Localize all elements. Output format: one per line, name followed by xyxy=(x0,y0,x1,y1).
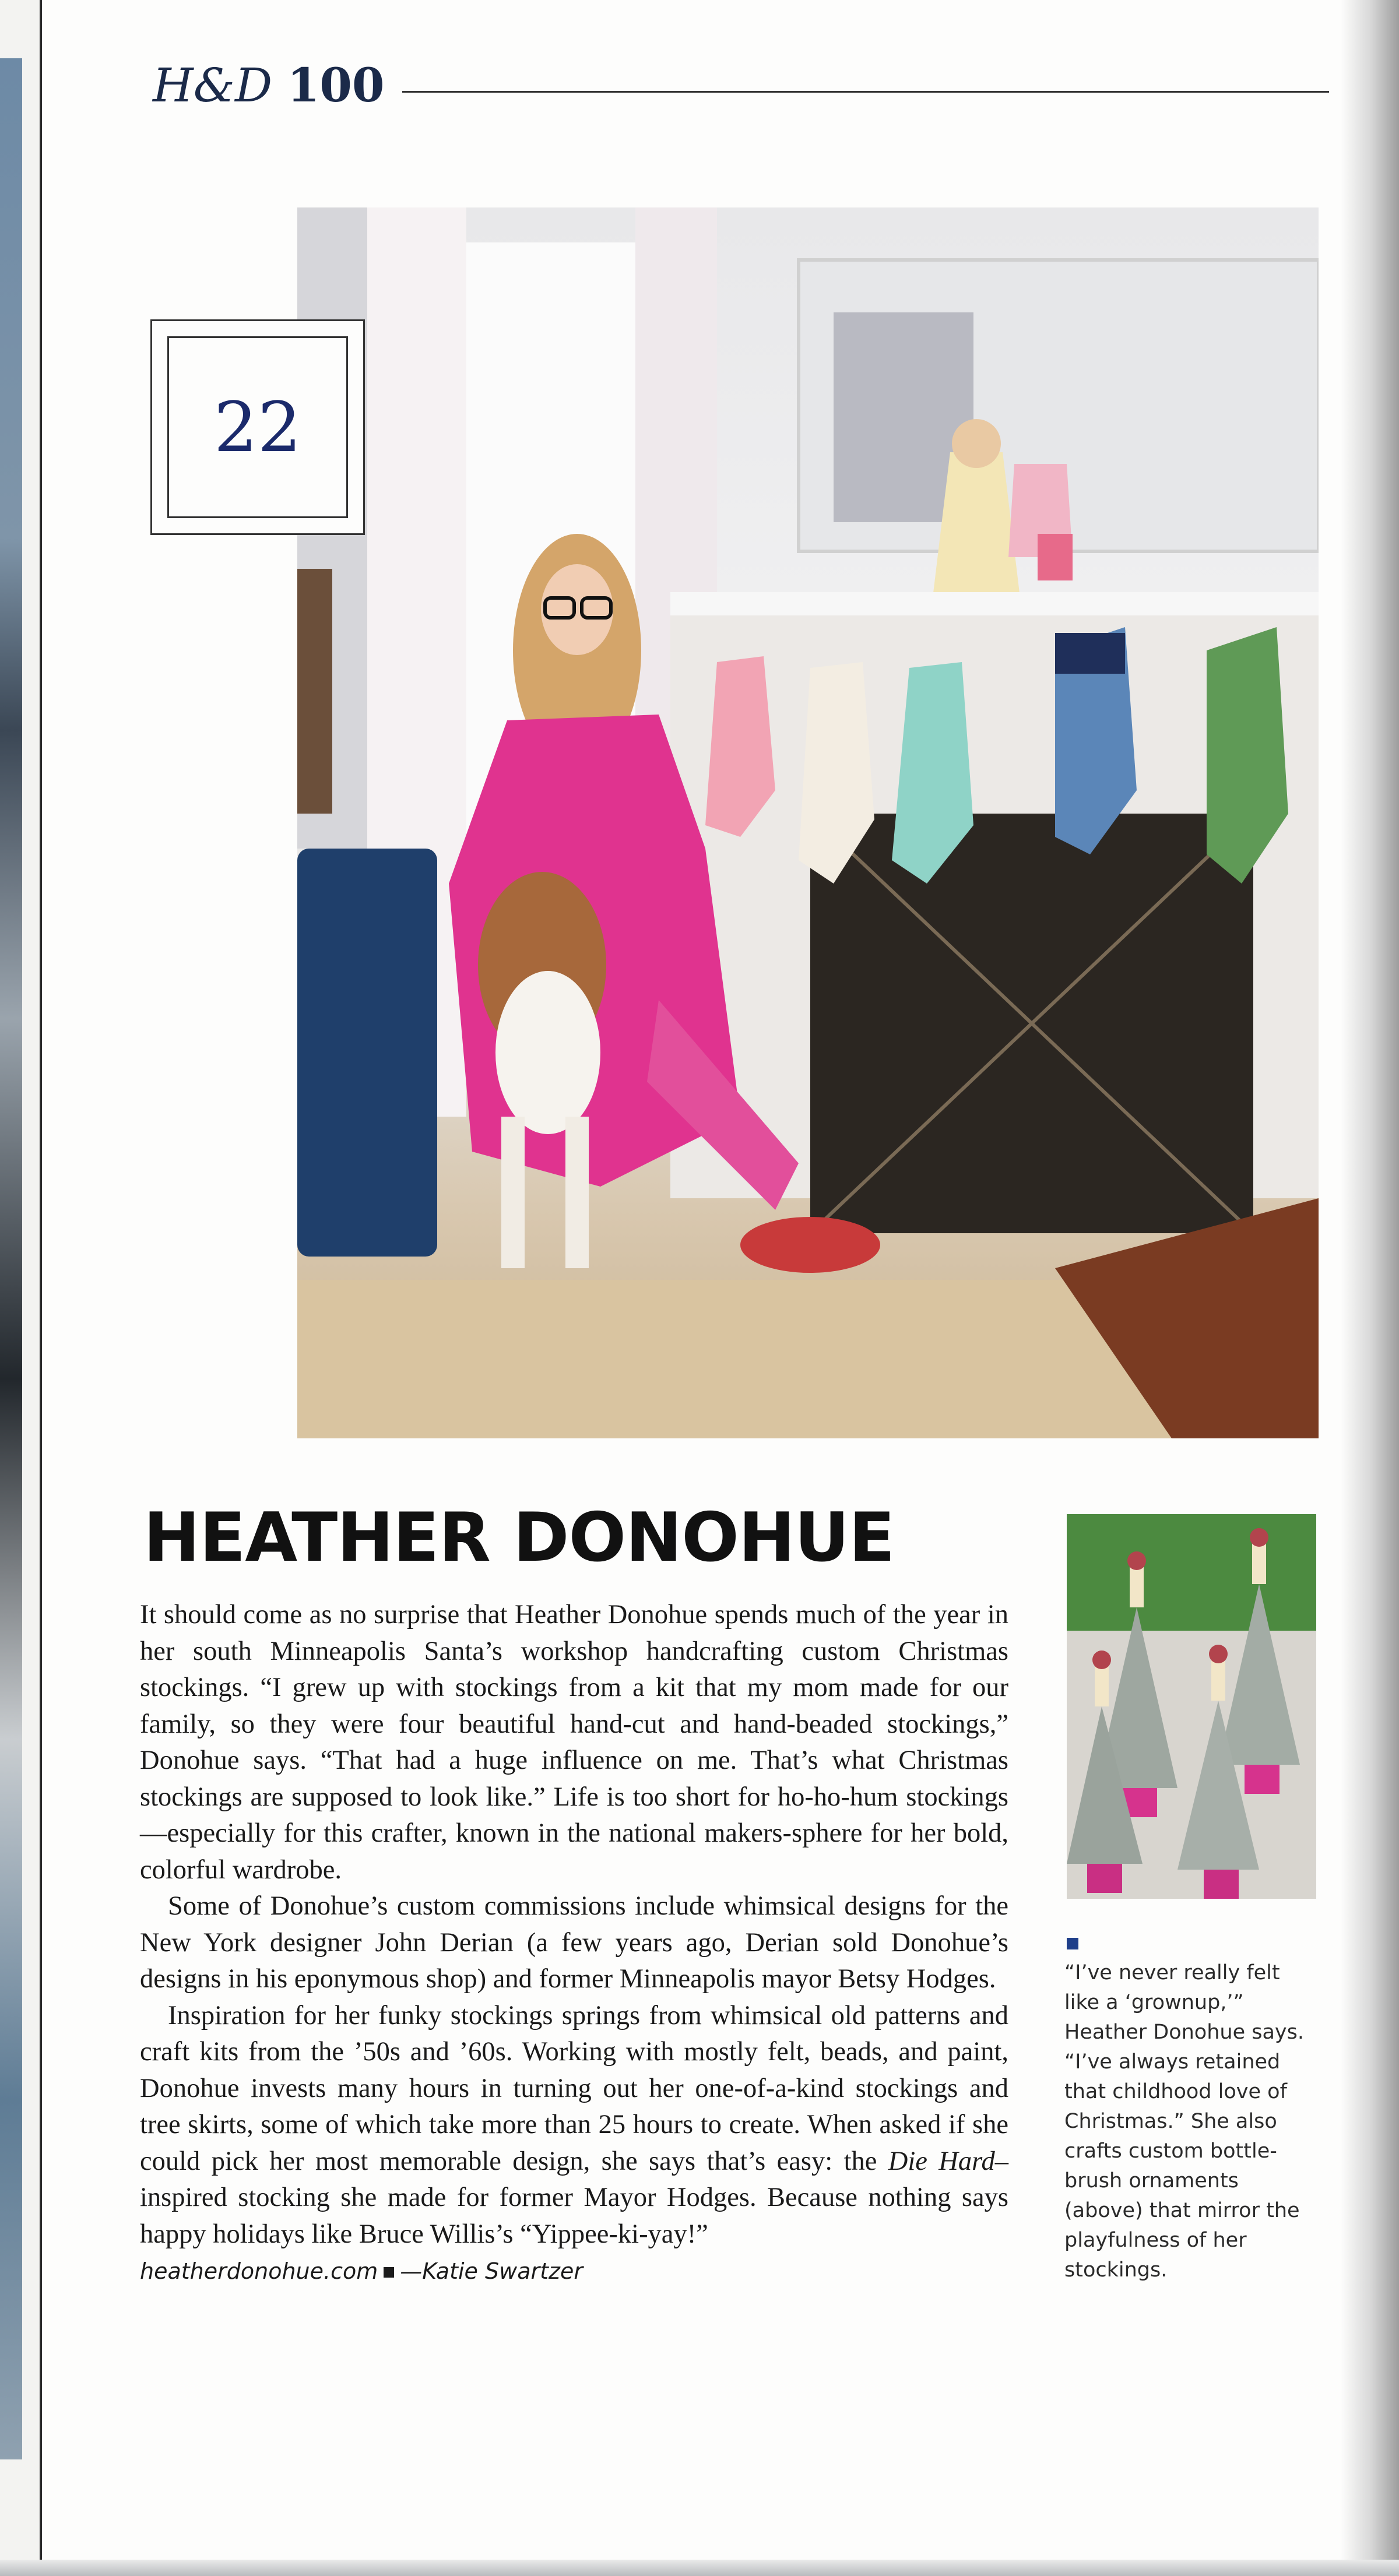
feature-number-badge xyxy=(150,319,365,535)
paragraph-3-start: Inspiration for her funky stockings springs from whimsical old patterns and craft kits from the ’50s and ’60s. Working with mostly felt, beads, and paint, Donohue invests many hours in turning out her one-of-a-kind stockings and tree skirts, some of which take more than 25 hours to create. When asked if she could pick her most memorable design, she says that’s easy: the xyxy=(140,2000,1008,2176)
byline: —Katie Swartzer xyxy=(400,2258,583,2284)
masthead-number: 100 xyxy=(287,58,385,112)
website-link[interactable]: heatherdonohue.com xyxy=(140,2258,378,2284)
article-paragraph-1: It should come as no surprise that Heather Donohue spends much of the year in her south Minneapolis Santa’s workshop handcrafting custom Christmas stockings. “I grew up with stockings from a kit that my mom made for our family, so they were four beautiful hand-cut and hand-beaded stockings,” Donohue says. “That had a huge influence on me. That’s what Christmas stockings are supposed to look like.” Life is too short for ho-ho-hum stockings—especially for this crafter, known in the national makers-sphere for her bold, colorful wardrobe. xyxy=(140,1600,1008,1885)
masthead xyxy=(153,56,385,115)
ornaments-illustration xyxy=(1067,1514,1316,1899)
article-signoff xyxy=(140,2253,1008,2290)
feature-number: 22 xyxy=(167,336,348,518)
article-headline: HEATHER DONOHUE xyxy=(143,1498,895,1577)
end-mark-icon xyxy=(384,2267,394,2278)
caption-marker xyxy=(1067,1938,1078,1949)
article-body xyxy=(140,1597,1008,2290)
article-paragraph-2: Some of Donohue’s custom commissions include whimsical designs for the New York designer John Derian (a few years ago, Derian sold Donohue’s designs in his eponymous shop) and former Minneapolis mayor Betsy Hodges. xyxy=(140,1891,1008,1994)
page-bottom-shadow xyxy=(0,2560,1399,2576)
film-title: Die Hard xyxy=(888,2146,995,2176)
main-photo xyxy=(297,207,1319,1438)
masthead-brand: H&D xyxy=(153,58,273,112)
adjacent-page-edge xyxy=(0,58,22,2459)
paragraph-3-end: –inspired stocking she made for former Mayor Hodges. Because nothing says happy holidays like Bruce Willis’s “Yippee-ki-yay!” xyxy=(140,2146,1008,2249)
ornaments-photo xyxy=(1067,1514,1316,1899)
main-photo-illustration xyxy=(297,207,1319,1438)
page-gutter-shadow xyxy=(1341,0,1399,2576)
sidebar-caption: “I’ve never really felt like a ‘grownup,’” Heather Donohue says. “I’ve always retained that childhood love of Christmas.” She also crafts custom bottle-brush ornaments (above) that mirror the playfulness of her stockings. xyxy=(1064,1961,1304,2282)
article-paragraph-3 xyxy=(140,1998,1008,2253)
masthead-rule xyxy=(402,91,1329,93)
